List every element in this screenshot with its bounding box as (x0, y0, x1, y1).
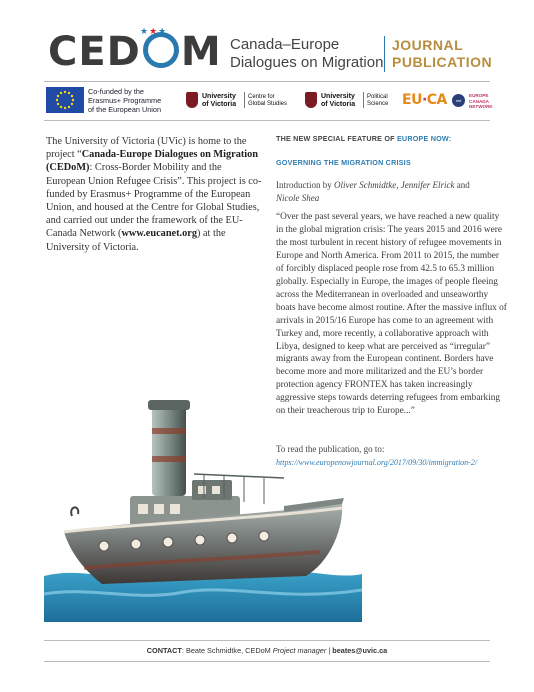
eucanet-logo (402, 92, 447, 108)
uvic1-dept-line1: Centre for (248, 94, 275, 100)
project-intro (46, 135, 262, 254)
euca-sub-line2: CANADA (469, 98, 489, 104)
header-rule-bottom (44, 120, 490, 121)
logo-prefix: CED (48, 29, 141, 75)
intro-project-name: Canada-Europe Dialogues on Migration (CEDoM) (46, 149, 259, 174)
uvic-1-separator (244, 92, 245, 108)
publication-link[interactable]: https://www.europenowjournal.org/2017/09/30/immigration-2/ (276, 458, 478, 467)
euca-sub-line3: NETWORK (469, 104, 493, 109)
article-kicker (276, 134, 451, 143)
tagline-line1: Canada–Europe (230, 36, 340, 53)
contact-separator: | (326, 646, 333, 655)
contact-label: CONTACT (146, 646, 182, 655)
kicker-text: THE NEW SPECIAL FEATURE OF (276, 134, 397, 143)
contact-footer (44, 640, 490, 662)
article-byline (276, 179, 508, 205)
uvic-logo-1-name (202, 93, 236, 109)
euca-sub-line1: EUROPE (469, 93, 489, 98)
eucanet-subtitle (469, 93, 493, 110)
cedom-logo (48, 30, 222, 74)
uvic1-name-line2: of Victoria (202, 101, 237, 108)
header-rule-top (44, 81, 490, 82)
erasmus-cofunded-text (88, 87, 161, 114)
journal-publication-label (392, 37, 492, 71)
uvic1-name-line1: University (202, 93, 236, 100)
logo-suffix: M (180, 29, 222, 75)
uvic-crest-icon (186, 92, 198, 108)
intro-p2: : Cross-Border Mobility and the European Union Refugee Crisis”. This project is co-funded by Erasmus+ Programme of the European Union, and housed at the Centre for Global Studies, and carried out under the framework of the EU-Canada Network ( (46, 162, 262, 240)
byline-authors-a: Oliver Schmidtke, Jennifer Elrick (334, 180, 455, 190)
uvic-2-separator (363, 92, 364, 108)
contact-name: : Beate Schmidtke, CEDoM (181, 646, 273, 655)
byline-prefix: Introduction by (276, 180, 334, 190)
tagline (230, 36, 383, 72)
contact-role: Project manager (272, 646, 327, 655)
euca-logo-b: CA (426, 92, 447, 108)
intro-p3: ) at the University of Victoria. (46, 228, 226, 253)
eucanet-badge: net (452, 94, 465, 107)
journal-line1: JOURNAL (392, 37, 464, 53)
tagline-line2: Dialogues on Migration (230, 54, 384, 71)
eu-line2: Erasmus+ Programme (88, 96, 162, 105)
journal-line2: PUBLICATION (392, 54, 493, 70)
article-quote: “Over the past several years, we have reached a new quality in the global migration crisis: The years 2015 and 2016 were the most turbulent in recent history of refugee movements in Europe and North America. From 2011 to 2015, the number of forcibly displaced people rose from 42.5 to 65.3 million globally. Especially in Europe, the images of people fleeing across the Mediterranean in overloaded and unseaworthy boats have become almost routine. After the massive influx of arrivals in 2015/16 Europe has come to an agreement with Turkey and, more recently, a collaborative approach with Libya, designed to keep what are perceived as “irregular” migrants away from the European continent. Borders have become more and more militarized and the EU’s border protection agency FRONTEX has taken increasingly aggressive steps towards deterring refugees from embarking on their treacherous trip to Europe...” (276, 212, 507, 417)
uvic2-name-line1: University (321, 93, 355, 100)
logo-stars-icon: ★★★ (140, 27, 168, 37)
eu-flag-icon (46, 87, 84, 113)
uvic-1-dept (248, 94, 287, 108)
uvic2-name-line2: of Victoria (321, 101, 356, 108)
steamboat-illustration (44, 398, 362, 622)
kicker-europe-now: EUROPE NOW: (396, 134, 452, 143)
intro-eucanet-link[interactable]: www.eucanet.org (121, 228, 197, 240)
byline-authors-b: Nicole Shea (276, 193, 320, 204)
euca-logo-a: EU (402, 92, 422, 108)
euca-dot: · (421, 92, 427, 108)
eu-line1: Co-funded by the (88, 87, 144, 96)
contact-email[interactable]: beates@uvic.ca (332, 646, 388, 655)
byline-and: and (454, 180, 470, 190)
uvic-logo-2-name (321, 93, 355, 109)
uvic2-dept-line2: Science (367, 101, 389, 107)
header-divider (384, 36, 385, 72)
intro-p1: The University of Victoria (UVic) is home to the project “ (46, 136, 247, 161)
uvic-crest-icon-2 (305, 92, 317, 108)
eu-line3: of the European Union (88, 105, 162, 114)
logo-o-ring (143, 32, 179, 68)
uvic-2-dept (367, 94, 388, 108)
article-title: GOVERNING THE MIGRATION CRISIS (276, 158, 411, 167)
read-prompt: To read the publication, go to: (276, 444, 385, 454)
uvic2-dept-line1: Political (367, 94, 388, 100)
uvic1-dept-line2: Global Studies (248, 101, 288, 107)
eu-stars-icon (46, 87, 84, 113)
